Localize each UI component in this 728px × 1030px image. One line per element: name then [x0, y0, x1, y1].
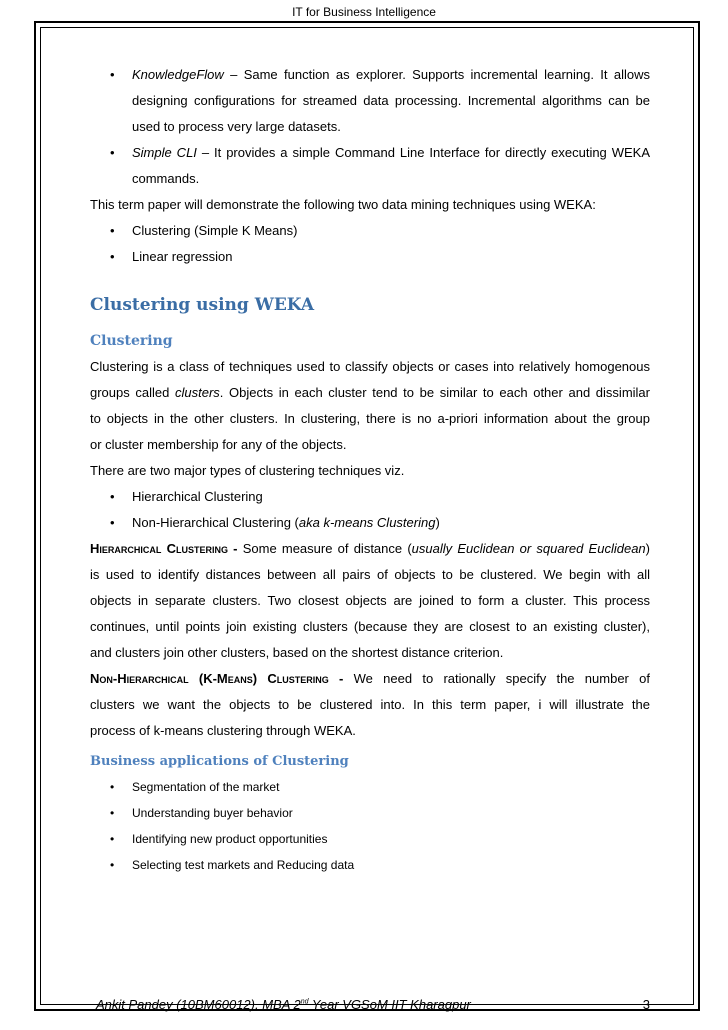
hierarchical-paragraph-line: Hierarchical Clustering - Some measure of distance (usually Euclidean or squared Euclidean) — [90, 541, 650, 556]
tool-name: KnowledgeFlow — [132, 67, 224, 82]
paragraph-line: process of k-means clustering through WEKA. — [90, 723, 356, 738]
subsection-heading: Clustering — [90, 333, 173, 349]
section-heading: Clustering using WEKA — [90, 295, 315, 315]
paragraph-line: clusters we want the objects to be clustered into. In this term paper, i will illustrate the — [90, 697, 650, 712]
bullet-icon: • — [110, 223, 115, 238]
bullet-icon: • — [110, 489, 115, 504]
paragraph-line: groups called clusters. Objects in each cluster tend to be similar to each other and dissimilar — [90, 385, 650, 400]
paragraph-line: Clustering is a class of techniques used to classify objects or cases into relatively homogenous — [90, 359, 650, 374]
list-item-continuation: used to process very large datasets. — [132, 119, 341, 134]
subsection-heading: Business applications of Clustering — [90, 754, 349, 769]
paragraph-line: continues, until points join existing clusters (because they are closest to an existing cluster), — [90, 619, 650, 634]
page-footer — [96, 997, 656, 1012]
list-item: • Understanding buyer behavior — [90, 800, 650, 826]
bullet-icon: • — [110, 832, 115, 846]
list-item-simple-cli: • Simple CLI – It provides a simple Command Line Interface for directly executing WEKA — [90, 140, 650, 166]
list-item: • Linear regression — [90, 244, 650, 270]
tool-name: Simple CLI — [132, 145, 197, 160]
term-label: Non-Hierarchical (K-Means) Clustering - — [90, 671, 344, 686]
bullet-icon: • — [110, 515, 115, 530]
footer-author: Ankit Pandey (10BM60012), MBA 2nd Year VGSoM IIT Kharagpur — [96, 997, 471, 1012]
list-item: • Segmentation of the market — [90, 774, 650, 800]
list-item: • Selecting test markets and Reducing data — [90, 852, 650, 878]
types-intro: There are two major types of clustering techniques viz. — [90, 463, 405, 478]
page-header-title: IT for Business Intelligence — [292, 5, 436, 19]
paragraph-line: or cluster membership for any of the objects. — [90, 437, 347, 452]
bullet-icon: • — [110, 67, 115, 82]
page-number: 3 — [642, 997, 650, 1012]
list-item: • Non-Hierarchical Clustering (aka k-means Clustering) — [90, 510, 650, 536]
bullet-icon: • — [110, 145, 115, 160]
bullet-icon: • — [110, 858, 115, 872]
list-item: • Hierarchical Clustering — [90, 484, 650, 510]
paragraph-line: is used to identify distances between all pairs of objects to be clustered. We begin with all — [90, 567, 650, 582]
bullet-icon: • — [110, 780, 115, 794]
paragraph-line: to objects in the other clusters. In clustering, there is no a-priori information about the group — [90, 411, 650, 426]
list-item: • Identifying new product opportunities — [90, 826, 650, 852]
intro-paragraph: This term paper will demonstrate the following two data mining techniques using WEKA: — [90, 197, 596, 212]
term-label: Hierarchical Clustering - — [90, 541, 238, 556]
paragraph-line: objects in separate clusters. Two closest objects are joined to form a cluster. This process — [90, 593, 650, 608]
list-item-continuation: designing configurations for streamed data processing. Incremental algorithms can be — [132, 93, 650, 108]
page-content — [90, 62, 650, 878]
nonhierarchical-paragraph-line: Non-Hierarchical (K-Means) Clustering - We need to rationally specify the number of — [90, 671, 650, 686]
bullet-icon: • — [110, 806, 115, 820]
list-item-knowledgeflow: • KnowledgeFlow – Same function as explorer. Supports incremental learning. It allows — [90, 62, 650, 88]
list-item-continuation: commands. — [132, 171, 200, 186]
paragraph-line: and clusters join other clusters, based on the shortest distance criterion. — [90, 645, 504, 660]
list-item: • Clustering (Simple K Means) — [90, 218, 650, 244]
bullet-icon: • — [110, 249, 115, 264]
